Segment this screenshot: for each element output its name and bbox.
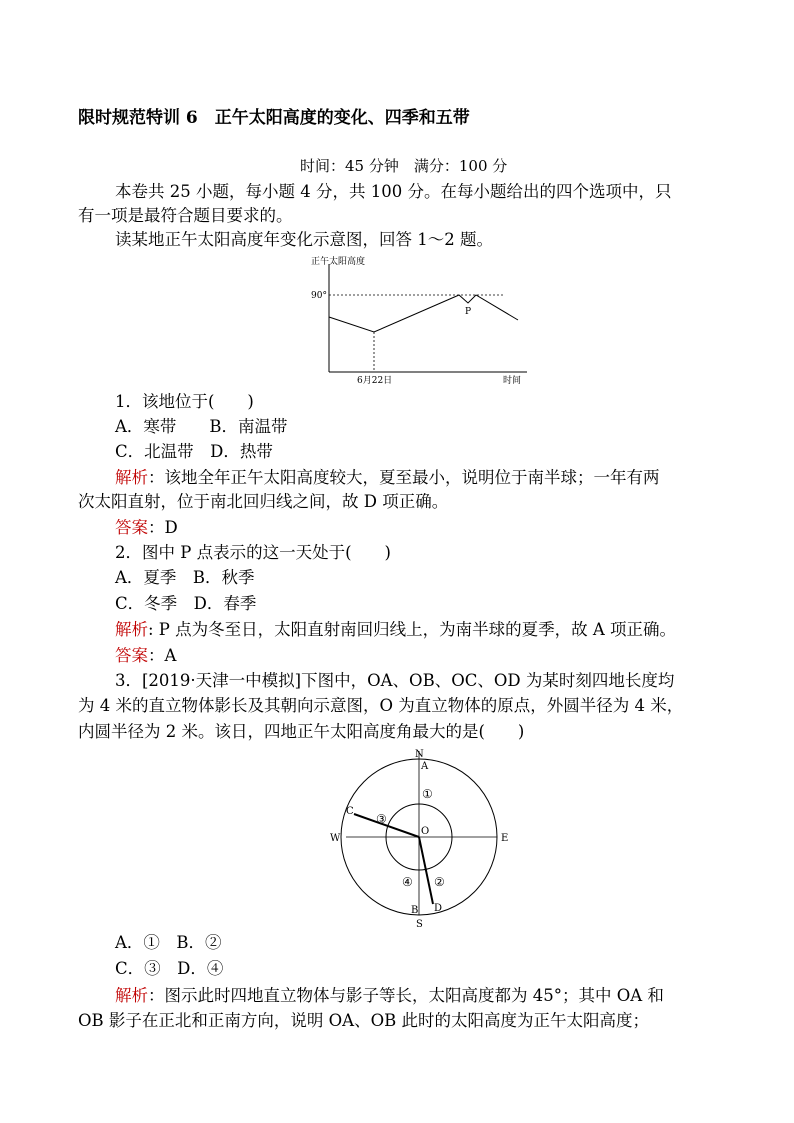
y-axis-title: 正午太阳高度 xyxy=(311,257,366,267)
q2-answer xyxy=(115,644,176,668)
region-4: ④ xyxy=(402,875,413,889)
read-prompt: 读某地正午太阳高度年变化示意图，回答 1～2 题。 xyxy=(115,230,493,249)
point-b: B xyxy=(411,905,419,916)
q1-analysis-line-1 xyxy=(115,466,660,490)
compass-e: E xyxy=(501,833,509,844)
q3-stem-line-2: 为 4 米的直立物体影长及其朝向示意图，O 为直立物体的原点，外圆半径为 4 米， xyxy=(78,696,684,715)
origin-o: O xyxy=(421,826,430,837)
answer-label: 答案 xyxy=(115,518,148,537)
page-title: 限时规范特训 6 正午太阳高度的变化、四季和五带 xyxy=(78,108,470,128)
q3-stem-line-1: 3．[2019·天津一中模拟]下图中，OA、OB、OC、OD 为某时刻四地长度均 xyxy=(115,671,675,690)
point-c: C xyxy=(346,806,354,817)
intro-line-2: 有一项是最符合题目要求的。 xyxy=(78,206,293,225)
intro-line-1: 本卷共 25 小题，每小题 4 分，共 100 分。在每小题给出的四个选项中，只 xyxy=(115,182,672,201)
q1-answer xyxy=(115,516,178,540)
point-d: D xyxy=(434,903,443,914)
point-p-label: P xyxy=(465,307,472,317)
region-1: ① xyxy=(422,787,433,801)
altitude-curve xyxy=(329,295,518,332)
answer-value: ：A xyxy=(148,646,177,665)
region-2: ② xyxy=(434,875,445,889)
q1-analysis-text: ：该地全年正午太阳高度较大，夏至最小，说明位于南半球；一年有两 xyxy=(148,468,660,487)
q2-stem: 2．图中 P 点表示的这一天处于( ) xyxy=(115,543,391,562)
compass-s: S xyxy=(416,919,423,930)
answer-label: 答案 xyxy=(115,646,148,665)
q1-options-line-1: A．寒带 B．南温带 xyxy=(115,417,288,436)
answer-value: ：D xyxy=(148,518,178,537)
solar-altitude-chart xyxy=(305,252,535,388)
region-3: ③ xyxy=(376,812,387,826)
q3-options-line-2: C．③ D．④ xyxy=(115,959,224,978)
analysis-label: 解析 xyxy=(115,986,148,1005)
compass-w: W xyxy=(330,833,341,844)
q2-analysis-text: : P 点为冬至日，太阳直射南回归线上，为南半球的夏季，故 A 项正确。 xyxy=(148,620,677,639)
analysis-label: 解析 xyxy=(115,620,148,639)
q3-analysis-line-1 xyxy=(115,984,664,1008)
q3-options-line-1: A．① B．② xyxy=(115,933,222,952)
q2-analysis xyxy=(115,618,676,642)
q3-analysis-text: ：图示此时四地直立物体与影子等长，太阳高度都为 45°；其中 OA 和 xyxy=(148,986,664,1005)
analysis-label: 解析 xyxy=(115,468,148,487)
compass-n: N xyxy=(415,749,424,760)
shadow-od xyxy=(419,837,433,904)
x-tick-june22: 6月22日 xyxy=(357,376,393,386)
q1-analysis-line-2: 次太阳直射，位于南北回归线之间，故 D 项正确。 xyxy=(78,492,449,511)
q3-stem-line-3: 内圆半径为 2 米。该日，四地正午太阳高度角最大的是( ) xyxy=(78,722,525,741)
x-axis-title: 时间 xyxy=(503,376,522,386)
shadow-diagram xyxy=(320,745,520,930)
q3-analysis-line-2: OB 影子在正北和正南方向，说明 OA、OB 此时的太阳高度为正午太阳高度； xyxy=(78,1011,649,1030)
point-a: A xyxy=(421,761,429,772)
q2-options-line-2: C．冬季 D．春季 xyxy=(115,594,257,613)
q2-options-line-1: A．夏季 B．秋季 xyxy=(115,568,255,587)
q1-stem: 1．该地位于( ) xyxy=(115,392,254,411)
exam-meta: 时间：45 分钟 满分：100 分 xyxy=(300,157,508,175)
y-tick-90: 90° xyxy=(311,291,327,301)
q1-options-line-2: C．北温带 D．热带 xyxy=(115,442,273,461)
